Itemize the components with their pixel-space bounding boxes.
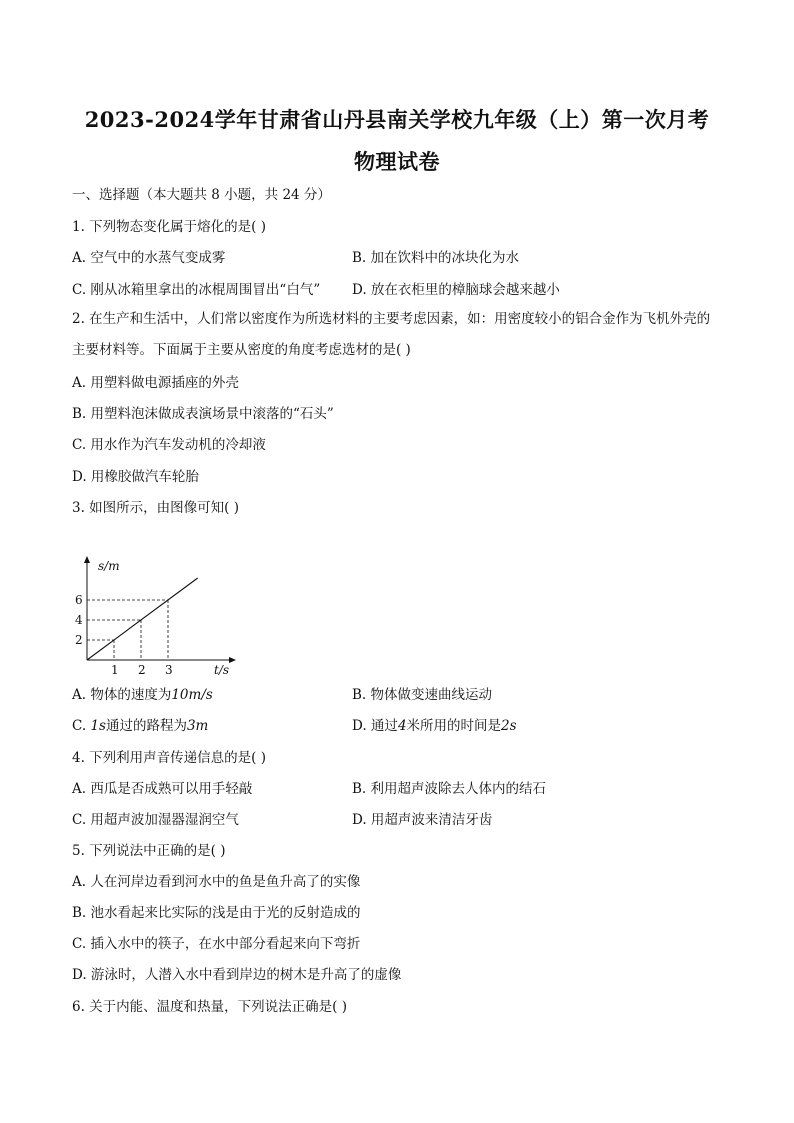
q3-option-d: D. 通过4米所用的时间是2s [352,718,517,734]
y-axis-label: s/m [98,559,120,573]
q2-option-b: B. 用塑料泡沫做成表演场景中滚落的“石头” [72,406,334,422]
q2-stem: 2. 在生产和生活中，人们常以密度作为所选材料的主要考虑因素，如：用密度较小的铝合金作为飞机外壳的主要材料等。下面属于主要从密度的角度考虑选材的是( ) [72,311,711,358]
q5-option-d: D. 游泳时，人潜入水中看到岸边的树木是升高了的虚像 [72,967,402,983]
q2-option-d: D. 用橡胶做汽车轮胎 [72,469,199,485]
exam-title: 2023-2024学年甘肃省山丹县南关学校九年级（上）第一次月考 [84,107,710,132]
q5-option-c: C. 插入水中的筷子，在水中部分看起来向下弯折 [72,936,361,952]
x-axis-arrow [229,657,236,663]
q3-stem: 3. 如图所示，由图像可知( ) [72,500,239,516]
exam-subtitle: 物理试卷 [354,149,440,174]
q4-stem: 4. 下列利用声音传递信息的是( ) [72,750,266,766]
q2-option-a: A. 用塑料做电源插座的外壳 [72,375,239,391]
x-tick-label: 2 [138,663,146,677]
q3-option-b: B. 物体做变速曲线运动 [352,687,493,703]
y-tick-labels [75,593,83,647]
series-line [87,578,198,660]
y-tick-label: 6 [75,593,83,607]
q4-option-c: C. 用超声波加湿器湿润空气 [72,812,239,828]
q1-stem: 1. 下列物态变化属于熔化的是( ) [72,219,266,235]
q4-option-a: A. 西瓜是否成熟可以用手轻敲 [72,781,253,797]
q1-option-c: C. 刚从冰箱里拿出的冰棍周围冒出“白气” [72,282,321,298]
section-heading: 一、选择题（本大题共 8 小题，共 24 分） [72,187,331,203]
q3-option-c: C. 1s通过的路程为3m [72,718,209,734]
s-t-graph [60,548,260,683]
q4-option-b: B. 利用超声波除去人体内的结石 [352,781,547,797]
y-tick-label: 4 [75,613,83,627]
y-tick-label: 2 [75,633,83,647]
q5-option-a: A. 人在河岸边看到河水中的鱼是鱼升高了的实像 [72,874,361,890]
q1-option-a: A. 空气中的水蒸气变成雾 [72,250,226,266]
q5-stem: 5. 下列说法中正确的是( ) [72,843,226,859]
q3-option-a: A. 物体的速度为10m/s [72,687,213,703]
x-axis-label: t/s [214,663,230,677]
q1-option-b: B. 加在饮料中的冰块化为水 [352,250,520,266]
y-axis-arrow [84,556,90,563]
q2-option-c: C. 用水作为汽车发动机的冷却液 [72,437,266,453]
x-tick-label: 3 [165,663,173,677]
q5-option-b: B. 池水看起来比实际的浅是由于光的反射造成的 [72,905,361,921]
q1-option-d: D. 放在衣柜里的樟脑球会越来越小 [352,282,560,298]
x-tick-labels [111,663,173,677]
x-tick-label: 1 [111,663,119,677]
q6-stem: 6. 关于内能、温度和热量，下列说法正确是( ) [72,999,347,1015]
q4-option-d: D. 用超声波来清洁牙齿 [352,812,493,828]
